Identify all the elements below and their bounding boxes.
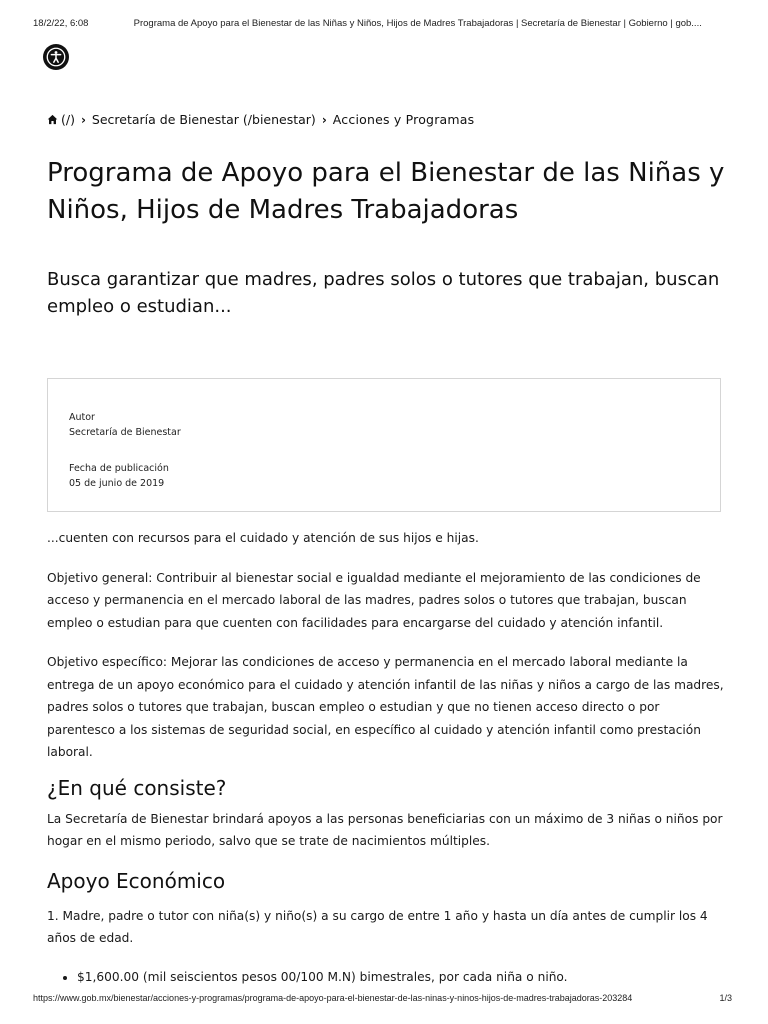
author-value: Secretaría de Bienestar xyxy=(69,427,181,438)
print-url: https://www.gob.mx/bienestar/acciones-y-programas/programa-de-apoyo-para-el-bienestar-de-las-ninas-y-ninos-hijos-de-madres-trabajadoras-203284 xyxy=(33,993,633,1003)
print-document-title: Programa de Apoyo para el Bienestar de las Niñas y Niños, Hijos de Madres Trabajadoras | Secretaría de Bienestar | Gobierno | gob.... xyxy=(133,18,702,29)
breadcrumb xyxy=(47,112,474,127)
breadcrumb-item-bienestar[interactable]: Secretaría de Bienestar (/bienestar) xyxy=(91,112,316,127)
print-header xyxy=(33,18,748,29)
publication-date-block xyxy=(69,461,169,491)
accessibility-button[interactable] xyxy=(43,44,69,70)
article-body xyxy=(47,527,727,988)
body-paragraph-objetivo-especifico: Objetivo específico: Mejorar las condiciones de acceso y permanencia en el mercado laboral mediante la entrega de un apoyo económico para el cuidado y atención infantil de las niñas y niños a cargo de las madres, padres solos o tutores que trabajan, buscan empleo o estudian y que no tienen acceso directo o por parentesco a los sistemas de seguridad social, en específico al cuidado y atención infantil como prestación laboral. xyxy=(47,655,724,759)
section-heading-apoyo-economico: Apoyo Económico xyxy=(47,868,226,893)
print-date: 18/2/22, 6:08 xyxy=(33,18,89,29)
page-title: Programa de Apoyo para el Bienestar de las Niñas y Niños, Hijos de Madres Trabajadoras xyxy=(47,158,725,225)
body-paragraph-apoyo: 1. Madre, padre o tutor con niña(s) y niño(s) a su cargo de entre 1 año y hasta un día antes de cumplir los 4 años de edad. xyxy=(47,908,708,945)
publication-date-value: 05 de junio de 2019 xyxy=(69,478,165,489)
section-heading-consiste: ¿En qué consiste? xyxy=(47,775,227,800)
body-paragraph-intro: ...cuenten con recursos para el cuidado y atención de sus hijos e hijas. xyxy=(47,531,479,545)
author-label: Autor xyxy=(69,412,95,423)
chevron-right-icon: › xyxy=(80,112,86,127)
body-paragraph-consiste: La Secretaría de Bienestar brindará apoyos a las personas beneficiarias con un máximo de 3 niñas o niños por hogar en el mismo periodo, salvo que se trate de nacimientos múltiples. xyxy=(47,811,723,848)
body-paragraph-objetivo-general: Objetivo general: Contribuir al bienestar social e igualdad mediante el mejoramiento de las condiciones de acceso y permanencia en el mercado laboral de las madres, padres solos o tutores que trabajan, buscan empleo o estudian para que cuenten con facilidades para encargarse del cuidado y atención infantil. xyxy=(47,570,701,630)
list-item: • $1,600.00 (mil seiscientos pesos 00/100 M.N) bimestrales, por cada niña o niño. xyxy=(77,966,727,988)
publication-date-label: Fecha de publicación xyxy=(69,463,169,474)
breadcrumb-home-link[interactable]: (/) xyxy=(61,112,75,127)
accessibility-icon xyxy=(46,47,66,67)
lead-paragraph: Busca garantizar que madres, padres solos o tutores que trabajan, buscan empleo o estudian... xyxy=(47,269,720,317)
chevron-right-icon: › xyxy=(321,112,327,127)
bullet-list xyxy=(47,966,727,988)
page-number: 1/3 xyxy=(719,993,732,1003)
metadata-box xyxy=(47,378,721,512)
print-footer xyxy=(33,993,732,1003)
breadcrumb-item-acciones[interactable]: Acciones y Programas xyxy=(332,112,475,127)
author-block xyxy=(69,410,181,440)
home-icon[interactable] xyxy=(47,114,58,125)
